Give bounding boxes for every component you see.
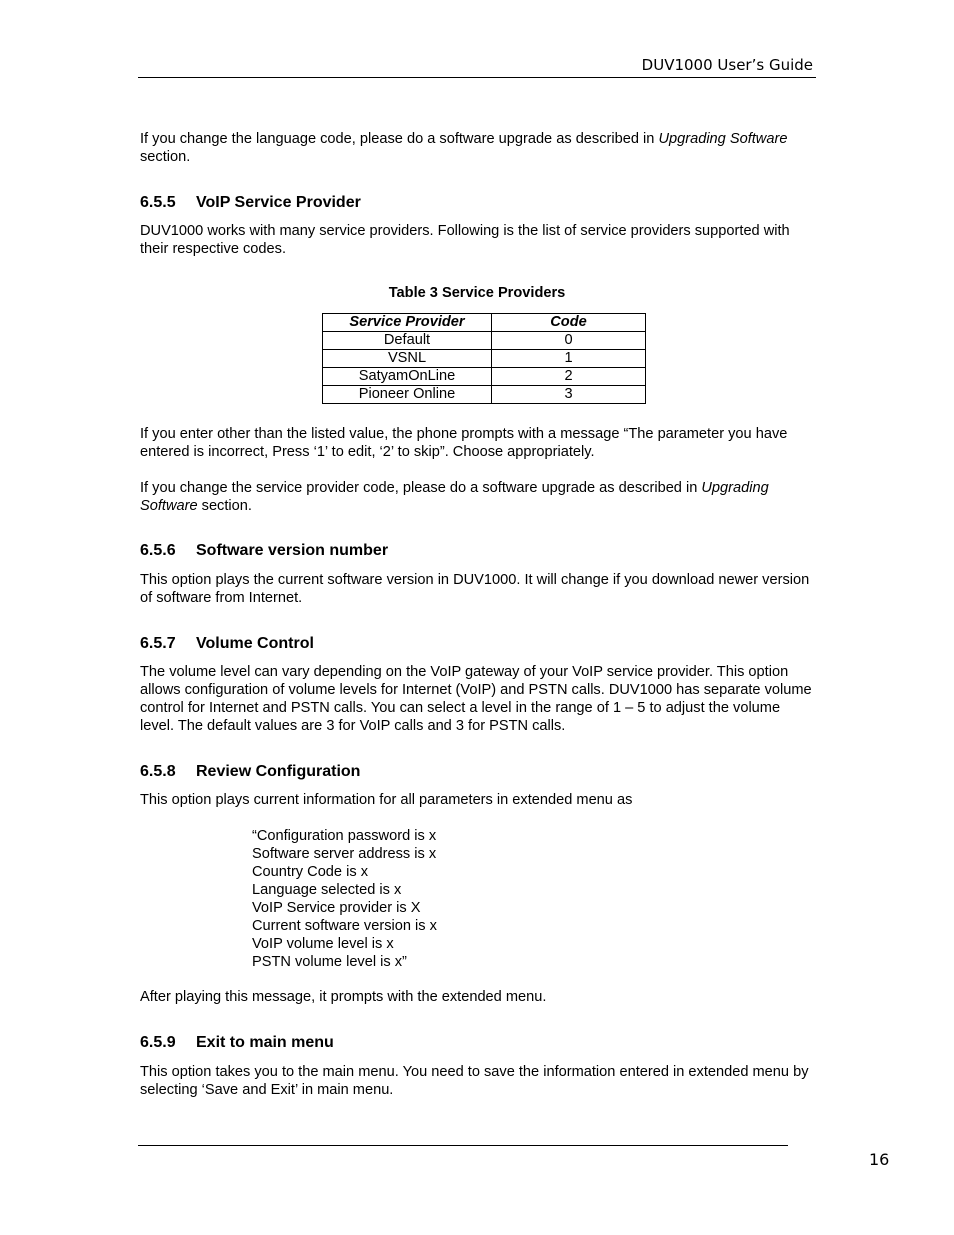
- heading-6-5-6: 6.5.6 Software version number: [140, 542, 389, 559]
- config-message-block: [252, 827, 437, 971]
- message-line: VoIP volume level is x: [252, 936, 394, 952]
- heading-6-5-8: 6.5.8 Review Configuration: [140, 763, 361, 780]
- section-6-5-9-body: This option takes you to the main menu. You need to save the information entered in extended menu by selecting ‘Save and Exit’ in main menu.: [140, 1064, 809, 1098]
- table-row: [323, 332, 646, 350]
- column-header-code: Code: [492, 314, 646, 332]
- invalid-value-paragraph: If you enter other than the listed value, the phone prompts with a message “The parameter you have entered is incorrect, Press ‘1’ to edit, ‘2’ to skip”. Choose appropriately.: [140, 426, 788, 460]
- message-line: PSTN volume level is x”: [252, 954, 407, 970]
- code-cell: 0: [492, 332, 646, 350]
- section-6-5-8-body: This option plays current information for all parameters in extended menu as: [140, 792, 633, 808]
- table-header-row: [323, 314, 646, 332]
- section-6-5-6-body: This option plays the current software version in DUV1000. It will change if you download newer version of software from Internet.: [140, 572, 810, 606]
- message-line: Language selected is x: [252, 882, 402, 898]
- code-cell: 2: [492, 368, 646, 386]
- message-line: “Configuration password is x: [252, 828, 437, 844]
- footer-rule: [138, 1145, 788, 1146]
- message-line: Software server address is x: [252, 846, 437, 862]
- column-header-service-provider: Service Provider: [323, 314, 492, 332]
- heading-6-5-9: 6.5.9 Exit to main menu: [140, 1034, 334, 1051]
- header-rule: [138, 77, 816, 78]
- after-message-paragraph: After playing this message, it prompts with the extended menu.: [140, 989, 547, 1005]
- service-provider-table: [322, 313, 646, 404]
- intro-paragraph: If you change the language code, please do a software upgrade as described in Upgrading Software section.: [140, 131, 788, 165]
- provider-cell: SatyamOnLine: [323, 368, 492, 386]
- provider-cell: Default: [323, 332, 492, 350]
- table-row: [323, 386, 646, 404]
- heading-6-5-7: 6.5.7 Volume Control: [140, 635, 314, 652]
- section-6-5-7-body: The volume level can vary depending on the VoIP gateway of your VoIP service provider. This option allows configuration of volume levels for Internet (VoIP) and PSTN calls. DUV1000 has separate volume control for Internet and PSTN calls. You can select a level in the range of 1 – 5 to adjust the volume level. The default values are 3 for VoIP calls and 3 for PSTN calls.: [140, 664, 812, 734]
- table-caption: Table 3 Service Providers: [388, 285, 566, 301]
- document-header-title: DUV1000 User’s Guide: [641, 56, 813, 74]
- provider-cell: Pioneer Online: [323, 386, 492, 404]
- message-line: VoIP Service provider is X: [252, 900, 421, 916]
- upgrade-note-paragraph: If you change the service provider code, please do a software upgrade as described in Upgrading Software section.: [140, 480, 769, 514]
- section-6-5-5-body: DUV1000 works with many service providers. Following is the list of service providers supported with their respective codes.: [140, 223, 790, 257]
- code-cell: 3: [492, 386, 646, 404]
- provider-cell: VSNL: [323, 350, 492, 368]
- table-row: [323, 350, 646, 368]
- page-number: 16: [869, 1150, 890, 1169]
- message-line: Country Code is x: [252, 864, 368, 880]
- message-line: Current software version is x: [252, 918, 437, 934]
- heading-6-5-5: 6.5.5 VoIP Service Provider: [140, 194, 361, 211]
- code-cell: 1: [492, 350, 646, 368]
- table-row: [323, 368, 646, 386]
